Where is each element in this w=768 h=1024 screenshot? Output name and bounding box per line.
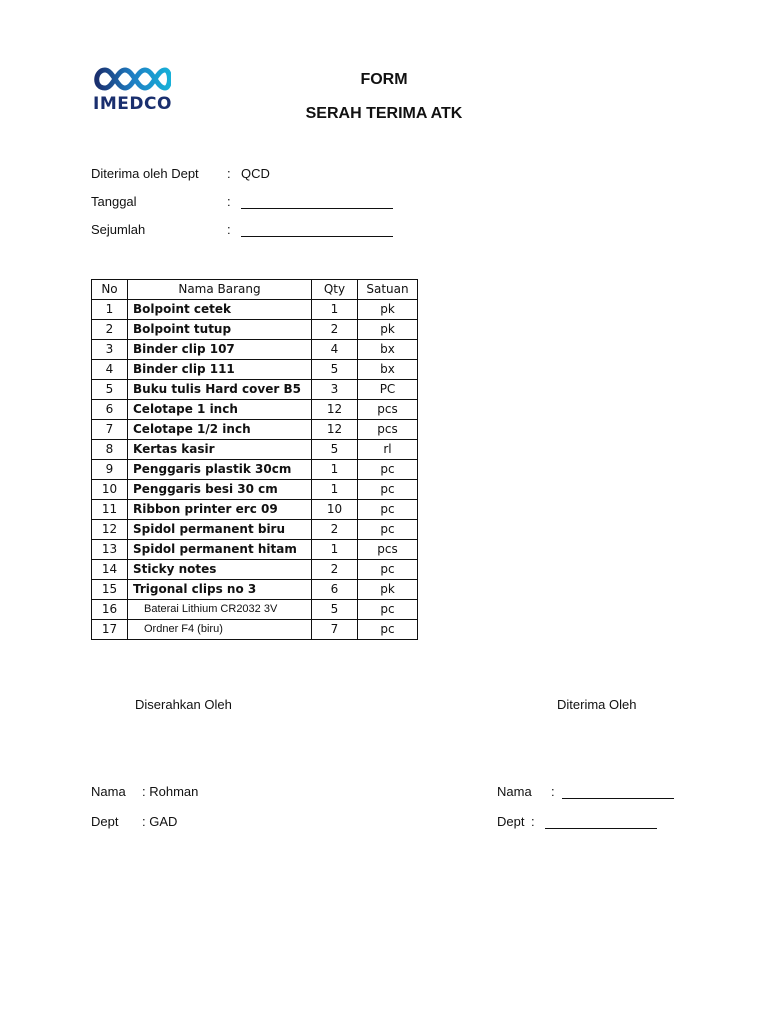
info-colon: : — [227, 222, 231, 237]
row-no: 2 — [92, 320, 128, 340]
row-no: 8 — [92, 440, 128, 460]
row-item-name: Binder clip 107 — [128, 340, 312, 360]
blank-line — [562, 784, 674, 799]
table-row — [92, 560, 418, 580]
row-item-name: Trigonal clips no 3 — [128, 580, 312, 600]
signature-right-heading: Diterima Oleh — [557, 697, 637, 712]
info-label: Sejumlah — [91, 222, 146, 237]
table-row — [92, 380, 418, 400]
row-unit: bx — [358, 340, 418, 360]
row-no: 9 — [92, 460, 128, 480]
row-no: 14 — [92, 560, 128, 580]
row-item-name: Binder clip 111 — [128, 360, 312, 380]
table-row — [92, 440, 418, 460]
row-no: 10 — [92, 480, 128, 500]
row-unit: pk — [358, 580, 418, 600]
left-dept-value: : GAD — [142, 814, 178, 829]
row-item-name: Bolpoint tutup — [128, 320, 312, 340]
row-qty: 2 — [312, 520, 358, 540]
table-row — [92, 400, 418, 420]
table-row — [92, 340, 418, 360]
row-qty: 6 — [312, 580, 358, 600]
row-unit: pc — [358, 480, 418, 500]
row-unit: pk — [358, 320, 418, 340]
header-nama-barang: Nama Barang — [128, 280, 312, 300]
row-qty: 2 — [312, 320, 358, 340]
row-item-name: Sticky notes — [128, 560, 312, 580]
blank-line — [241, 222, 393, 237]
table-row — [92, 360, 418, 380]
row-qty: 10 — [312, 500, 358, 520]
row-no: 13 — [92, 540, 128, 560]
row-item-name: Celotape 1/2 inch — [128, 420, 312, 440]
header-no: No — [92, 280, 128, 300]
right-nama-colon: : — [551, 784, 555, 799]
row-item-name: Celotape 1 inch — [128, 400, 312, 420]
row-unit: pcs — [358, 540, 418, 560]
table-row — [92, 620, 418, 640]
row-unit: pc — [358, 600, 418, 620]
row-no: 7 — [92, 420, 128, 440]
info-value: QCD — [241, 166, 270, 181]
table-row — [92, 500, 418, 520]
row-unit: pc — [358, 560, 418, 580]
logo-text: IMEDCO — [93, 94, 172, 114]
row-item-name: Kertas kasir — [128, 440, 312, 460]
row-item-name: Baterai Lithium CR2032 3V — [128, 600, 312, 620]
row-unit: pc — [358, 500, 418, 520]
table-row — [92, 300, 418, 320]
row-unit: pc — [358, 460, 418, 480]
left-dept-label: Dept — [91, 814, 119, 829]
row-qty: 3 — [312, 380, 358, 400]
row-qty: 5 — [312, 440, 358, 460]
row-item-name: Ordner F4 (biru) — [128, 620, 312, 640]
row-qty: 1 — [312, 300, 358, 320]
row-unit: PC — [358, 380, 418, 400]
right-dept-colon: : — [531, 814, 535, 829]
blank-line — [241, 194, 393, 209]
row-no: 17 — [92, 620, 128, 640]
row-qty: 1 — [312, 460, 358, 480]
row-item-name: Penggaris plastik 30cm — [128, 460, 312, 480]
row-item-name: Bolpoint cetek — [128, 300, 312, 320]
row-item-name: Ribbon printer erc 09 — [128, 500, 312, 520]
row-unit: pc — [358, 520, 418, 540]
table-row — [92, 580, 418, 600]
row-no: 4 — [92, 360, 128, 380]
table-row — [92, 520, 418, 540]
table-row — [92, 540, 418, 560]
row-no: 3 — [92, 340, 128, 360]
row-no: 5 — [92, 380, 128, 400]
row-qty: 12 — [312, 420, 358, 440]
header-qty: Qty — [312, 280, 358, 300]
info-row-sejumlah — [0, 222, 768, 238]
row-qty: 5 — [312, 360, 358, 380]
row-no: 11 — [92, 500, 128, 520]
row-unit: pcs — [358, 420, 418, 440]
row-unit: pk — [358, 300, 418, 320]
form-subtitle: SERAH TERIMA ATK — [305, 105, 463, 122]
table-body — [92, 300, 418, 640]
table-row — [92, 460, 418, 480]
row-unit: bx — [358, 360, 418, 380]
signature-left-heading: Diserahkan Oleh — [135, 697, 232, 712]
table-row — [92, 420, 418, 440]
row-item-name: Penggaris besi 30 cm — [128, 480, 312, 500]
blank-line — [545, 814, 657, 829]
row-unit: pc — [358, 620, 418, 640]
info-row-dept — [0, 166, 768, 182]
row-qty: 1 — [312, 540, 358, 560]
table-row — [92, 600, 418, 620]
row-no: 6 — [92, 400, 128, 420]
items-table — [91, 279, 418, 640]
row-qty: 2 — [312, 560, 358, 580]
row-item-name: Buku tulis Hard cover B5 — [128, 380, 312, 400]
row-no: 16 — [92, 600, 128, 620]
row-qty: 5 — [312, 600, 358, 620]
row-unit: pcs — [358, 400, 418, 420]
row-qty: 1 — [312, 480, 358, 500]
info-colon: : — [227, 166, 231, 181]
info-label: Tanggal — [91, 194, 137, 209]
row-unit: rl — [358, 440, 418, 460]
row-qty: 7 — [312, 620, 358, 640]
row-no: 12 — [92, 520, 128, 540]
info-label: Diterima oleh Dept — [91, 166, 199, 181]
left-nama-value: : Rohman — [142, 784, 199, 799]
info-colon: : — [227, 194, 231, 209]
row-qty: 12 — [312, 400, 358, 420]
right-nama-label: Nama — [497, 784, 532, 799]
row-no: 15 — [92, 580, 128, 600]
form-title: FORM — [360, 71, 408, 88]
header-satuan: Satuan — [358, 280, 418, 300]
info-row-tanggal — [0, 194, 768, 210]
row-qty: 4 — [312, 340, 358, 360]
table-header-row — [92, 280, 418, 300]
left-nama-label: Nama — [91, 784, 126, 799]
right-dept-label: Dept — [497, 814, 525, 829]
row-no: 1 — [92, 300, 128, 320]
table-row — [92, 320, 418, 340]
row-item-name: Spidol permanent biru — [128, 520, 312, 540]
table-row — [92, 480, 418, 500]
row-item-name: Spidol permanent hitam — [128, 540, 312, 560]
